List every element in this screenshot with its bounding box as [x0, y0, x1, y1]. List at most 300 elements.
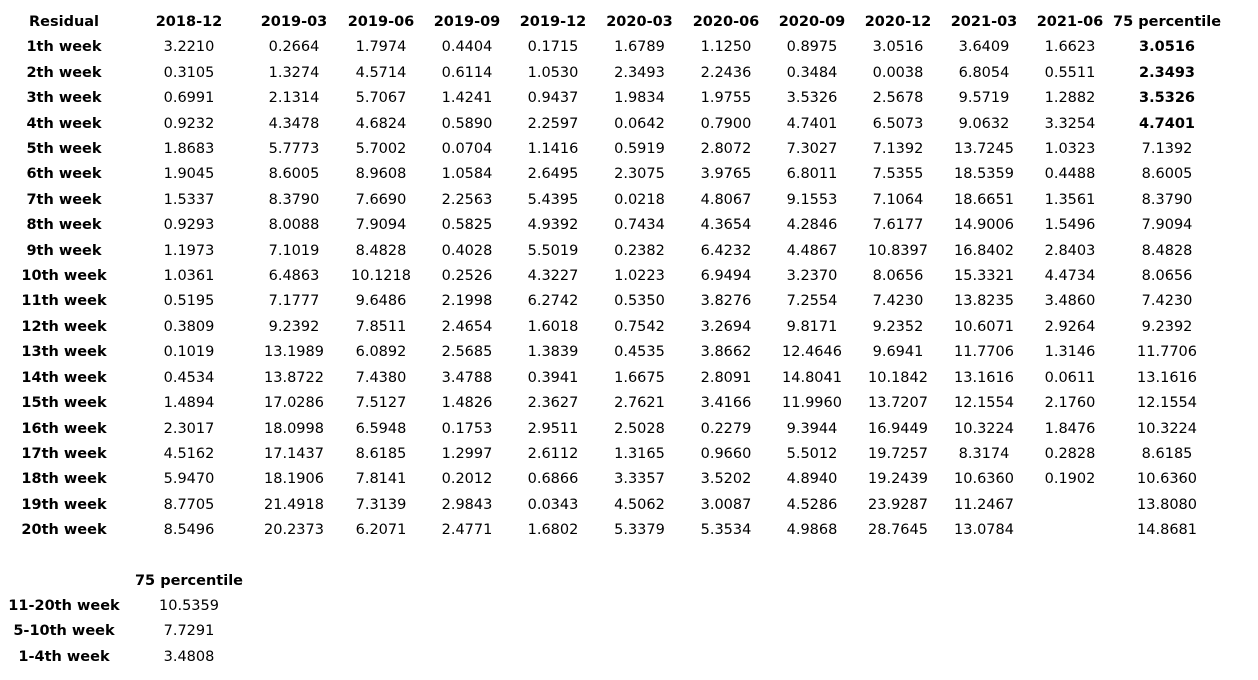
percentile-cell: 11.7706: [1137, 344, 1198, 361]
table-cell: 7.6177: [872, 217, 924, 234]
table-cell: 20.2373: [264, 522, 324, 539]
summary-value: 7.7291: [163, 623, 215, 640]
table-cell: 14.8041: [782, 369, 842, 386]
table-cell: 11.7706: [954, 344, 1014, 361]
percentile-cell: 8.4828: [1141, 242, 1193, 259]
table-cell: 3.5326: [786, 90, 838, 107]
table-cell: 3.2370: [786, 268, 838, 285]
table-cell: 8.3790: [268, 191, 320, 208]
table-cell: 9.2352: [872, 318, 924, 335]
table-row: [0, 137, 1221, 162]
table-cell: 2.2597: [527, 115, 579, 132]
percentile-cell: 14.8681: [1137, 522, 1198, 539]
table-cell: 0.4535: [614, 344, 665, 361]
table-cell: 0.0642: [614, 115, 665, 132]
table-cell: 6.0892: [355, 344, 407, 361]
table-cell: 3.2210: [163, 39, 215, 56]
table-cell: 10.1218: [351, 268, 411, 285]
table-cell: 1.2882: [1044, 90, 1096, 107]
table-cell: 1.3165: [614, 445, 665, 462]
table-cell: 7.5355: [872, 166, 924, 183]
table-cell: 11.9960: [782, 395, 842, 412]
header-cell: 2018-12: [155, 14, 223, 30]
header-cell: 2020-12: [864, 14, 932, 30]
percentile-cell: 7.9094: [1141, 217, 1193, 234]
row-label: 17th week: [21, 445, 107, 462]
table-cell: 3.0516: [872, 39, 924, 56]
table-cell: 2.4771: [441, 522, 493, 539]
table-cell: 0.7434: [614, 217, 665, 234]
table-cell: 0.9232: [163, 115, 215, 132]
table-cell: 3.8276: [700, 293, 752, 310]
table-row: [0, 86, 1221, 111]
table-cell: 0.4404: [441, 39, 493, 56]
table-cell: 2.8403: [1044, 242, 1096, 259]
table-cell: 2.2563: [441, 191, 493, 208]
table-cell: 0.4488: [1044, 166, 1096, 183]
header-row: [0, 10, 1221, 35]
table-cell: 0.6866: [527, 471, 579, 488]
table-cell: 1.6675: [614, 369, 665, 386]
table-cell: 1.6623: [1044, 39, 1096, 56]
percentile-cell: 13.8080: [1137, 496, 1198, 513]
table-cell: 9.0632: [958, 115, 1010, 132]
table-cell: 0.2828: [1044, 445, 1096, 462]
table-cell: 4.2846: [786, 217, 838, 234]
table-cell: 9.6941: [872, 344, 924, 361]
percentile-cell: 8.6005: [1141, 166, 1193, 183]
table-row: [0, 518, 1221, 543]
table-cell: 8.3174: [958, 445, 1010, 462]
row-label: 2th week: [26, 64, 102, 81]
table-cell: 1.0223: [614, 268, 665, 285]
summary-row: [0, 619, 250, 644]
summary-row-label: 5-10th week: [13, 623, 115, 640]
table-cell: 13.7207: [868, 395, 928, 412]
table-row: [0, 340, 1221, 365]
table-cell: 0.7900: [700, 115, 752, 132]
table-cell: 1.3274: [268, 64, 320, 81]
row-label: 16th week: [21, 420, 107, 437]
table-cell: 2.9264: [1044, 318, 1096, 335]
table-cell: 4.3478: [268, 115, 320, 132]
table-cell: 1.0361: [163, 268, 215, 285]
table-cell: 18.6651: [954, 191, 1014, 208]
table-cell: 7.8511: [355, 318, 407, 335]
table-cell: 4.3654: [700, 217, 752, 234]
table-cell: 9.2392: [268, 318, 320, 335]
table-cell: 1.6018: [527, 318, 579, 335]
header-cell: 2020-09: [778, 14, 846, 30]
table-cell: 7.9094: [355, 217, 407, 234]
table-cell: 5.9470: [163, 471, 215, 488]
table-row: [0, 35, 1221, 60]
table-cell: 1.9045: [163, 166, 215, 183]
table-row: [0, 442, 1221, 467]
table-cell: 13.1989: [264, 344, 324, 361]
table-cell: 8.0088: [268, 217, 320, 234]
row-label: 4th week: [26, 115, 102, 132]
table-cell: 5.5019: [527, 242, 579, 259]
summary-corner-cell: [0, 569, 128, 594]
table-cell: 0.0038: [872, 64, 924, 81]
table-cell: 3.8662: [700, 344, 752, 361]
table-cell: 1.0584: [441, 166, 493, 183]
table-cell: 2.6112: [527, 445, 579, 462]
table-cell: 1.3146: [1044, 344, 1096, 361]
table-cell: 6.8054: [958, 64, 1010, 81]
table-cell: 13.7245: [954, 141, 1014, 158]
table-cell: 8.5496: [163, 522, 215, 539]
table-cell: 6.4863: [268, 268, 320, 285]
table-cell: 0.1019: [163, 344, 215, 361]
table-cell: 4.5286: [786, 496, 838, 513]
table-cell: 4.6824: [355, 115, 407, 132]
table-cell: 14.9006: [954, 217, 1014, 234]
table-cell: 4.4867: [786, 242, 838, 259]
table-cell: 2.8072: [700, 141, 752, 158]
table-cell: 0.2526: [441, 268, 493, 285]
table-cell: 3.3357: [614, 471, 665, 488]
percentile-cell: 3.5326: [1139, 90, 1196, 107]
table-cell: 1.6802: [527, 522, 579, 539]
table-cell: 0.2012: [441, 471, 493, 488]
table-cell: 3.9765: [700, 166, 752, 183]
table-cell: 0.5825: [441, 217, 493, 234]
table-cell: 4.5162: [163, 445, 215, 462]
table-cell: 15.3321: [954, 268, 1014, 285]
table-cell: 0.5195: [163, 293, 215, 310]
table-cell: 16.8402: [954, 242, 1014, 259]
row-label: 10th week: [21, 268, 107, 285]
table-cell: 3.0087: [700, 496, 752, 513]
table-cell: 17.0286: [264, 395, 324, 412]
table-cell: 0.5919: [614, 141, 665, 158]
summary-value: 10.5359: [159, 598, 219, 615]
percentile-cell: 3.0516: [1139, 39, 1196, 56]
table-cell: 8.6185: [355, 445, 407, 462]
table-cell: 0.5511: [1044, 64, 1096, 81]
table-cell: 0.3941: [527, 369, 579, 386]
table-cell: 6.9494: [700, 268, 752, 285]
table-cell: 7.5127: [355, 395, 407, 412]
table-cell: 1.7974: [355, 39, 407, 56]
header-cell: 75 percentile: [1113, 14, 1222, 30]
table-cell: 2.4654: [441, 318, 493, 335]
table-cell: 0.3105: [163, 64, 215, 81]
table-cell: 1.8476: [1044, 420, 1096, 437]
table-cell: 5.7002: [355, 141, 407, 158]
table-cell: 7.3027: [786, 141, 838, 158]
header-cell: 2019-12: [519, 14, 587, 30]
table-cell: 0.2279: [700, 420, 752, 437]
table-row: [0, 366, 1221, 391]
table-cell: 0.8975: [786, 39, 838, 56]
table-cell: 11.2467: [954, 496, 1014, 513]
table-cell: 3.4860: [1044, 293, 1096, 310]
residual-table: [0, 10, 1221, 544]
table-cell: 28.7645: [868, 522, 928, 539]
table-cell: 3.3254: [1044, 115, 1096, 132]
table-cell: 2.3493: [614, 64, 665, 81]
table-cell: 7.1019: [268, 242, 320, 259]
table-cell: 0.6114: [441, 64, 493, 81]
table-cell: 23.9287: [868, 496, 928, 513]
table-cell: 0.5350: [614, 293, 665, 310]
header-cell: 2019-09: [433, 14, 501, 30]
table-cell: 19.2439: [868, 471, 928, 488]
table-cell: 7.1777: [268, 293, 320, 310]
table-cell: 1.5496: [1044, 217, 1096, 234]
table-cell: 0.0704: [441, 141, 493, 158]
table-cell: 4.7401: [786, 115, 838, 132]
table-cell: 4.9392: [527, 217, 579, 234]
table-cell: 7.4380: [355, 369, 407, 386]
table-cell: 5.7773: [268, 141, 320, 158]
header-cell: 2021-06: [1036, 14, 1104, 30]
table-cell: 7.8141: [355, 471, 407, 488]
table-row: [0, 264, 1221, 289]
table-cell: 7.3139: [355, 496, 407, 513]
table-cell: 4.8067: [700, 191, 752, 208]
table-cell: 0.9437: [527, 90, 579, 107]
table-cell: 0.9293: [163, 217, 215, 234]
table-cell: 6.2742: [527, 293, 579, 310]
table-cell: 2.9511: [527, 420, 579, 437]
table-cell: 2.1998: [441, 293, 493, 310]
percentile-cell: 10.3224: [1137, 420, 1198, 437]
table-cell: 16.9449: [868, 420, 928, 437]
table-cell: 8.0656: [872, 268, 924, 285]
table-cell: 4.9868: [786, 522, 838, 539]
table-cell: 1.1250: [700, 39, 752, 56]
percentile-cell: 9.2392: [1141, 318, 1193, 335]
table-cell: 10.1842: [868, 369, 928, 386]
table-cell: 18.0998: [264, 420, 324, 437]
table-cell: 2.3017: [163, 420, 215, 437]
table-cell: 5.3534: [700, 522, 752, 539]
row-label: 11th week: [21, 293, 107, 310]
table-cell: [1027, 493, 1113, 518]
table-cell: 2.3627: [527, 395, 579, 412]
row-label: 8th week: [26, 217, 102, 234]
table-row: [0, 213, 1221, 238]
table-cell: 2.1314: [268, 90, 320, 107]
table-cell: 1.9834: [614, 90, 665, 107]
table-cell: 1.0530: [527, 64, 579, 81]
table-cell: 9.8171: [786, 318, 838, 335]
table-cell: 2.6495: [527, 166, 579, 183]
row-label: 6th week: [26, 166, 102, 183]
table-cell: 1.9755: [700, 90, 752, 107]
residual-table-body: [0, 10, 1221, 544]
table-cell: 9.1553: [786, 191, 838, 208]
summary-header-row: [0, 569, 250, 594]
table-cell: 10.8397: [868, 242, 928, 259]
table-cell: 1.0323: [1044, 141, 1096, 158]
percentile-cell: 4.7401: [1139, 115, 1196, 132]
table-row: [0, 239, 1221, 264]
summary-row-label: 11-20th week: [8, 598, 120, 615]
table-row: [0, 315, 1221, 340]
table-cell: 7.1392: [872, 141, 924, 158]
row-label: 1th week: [26, 39, 102, 56]
table-cell: 0.0343: [527, 496, 579, 513]
percentile-cell: 8.6185: [1141, 445, 1193, 462]
table-cell: 1.2997: [441, 445, 493, 462]
row-label: 7th week: [26, 191, 102, 208]
table-cell: 5.3379: [614, 522, 665, 539]
table-cell: 0.4028: [441, 242, 493, 259]
table-cell: 1.4241: [441, 90, 493, 107]
table-cell: 3.5202: [700, 471, 752, 488]
percentile-cell: 10.6360: [1137, 471, 1198, 488]
summary-row: [0, 645, 250, 670]
table-cell: 0.6991: [163, 90, 215, 107]
table-cell: 6.8011: [786, 166, 838, 183]
table-cell: 0.0218: [614, 191, 665, 208]
table-cell: 12.1554: [954, 395, 1014, 412]
table-cell: 5.4395: [527, 191, 579, 208]
table-row: [0, 162, 1221, 187]
table-cell: 0.5890: [441, 115, 493, 132]
table-cell: 2.5685: [441, 344, 493, 361]
table-cell: 10.6360: [954, 471, 1014, 488]
header-cell: Residual: [28, 14, 100, 30]
table-cell: 13.8722: [264, 369, 324, 386]
table-cell: 3.4788: [441, 369, 493, 386]
percentile-cell: 7.4230: [1141, 293, 1193, 310]
table-cell: 0.4534: [163, 369, 215, 386]
table-cell: 4.8940: [786, 471, 838, 488]
table-cell: 2.8091: [700, 369, 752, 386]
table-cell: 0.1715: [527, 39, 579, 56]
percentile-cell: 2.3493: [1139, 64, 1196, 81]
table-cell: 6.5948: [355, 420, 407, 437]
row-label: 19th week: [21, 496, 107, 513]
summary-row: [0, 594, 250, 619]
table-row: [0, 188, 1221, 213]
table-cell: [1027, 518, 1113, 543]
summary-row-label: 1-4th week: [18, 648, 110, 665]
summary-table: [0, 569, 250, 670]
row-label: 15th week: [21, 395, 107, 412]
row-label: 14th week: [21, 369, 107, 386]
table-cell: 7.1064: [872, 191, 924, 208]
table-cell: 1.4826: [441, 395, 493, 412]
table-cell: 0.9660: [700, 445, 752, 462]
header-cell: 2021-03: [950, 14, 1018, 30]
table-cell: 0.3484: [786, 64, 838, 81]
table-cell: 0.2382: [614, 242, 665, 259]
table-row: [0, 417, 1221, 442]
summary-value: 3.4808: [163, 648, 215, 665]
header-cell: 2019-06: [347, 14, 415, 30]
summary-header-cell: 75 percentile: [134, 573, 244, 589]
table-cell: 1.3561: [1044, 191, 1096, 208]
table-cell: 1.5337: [163, 191, 215, 208]
header-cell: 2019-03: [260, 14, 328, 30]
table-cell: 3.6409: [958, 39, 1010, 56]
table-cell: 2.2436: [700, 64, 752, 81]
table-cell: 4.5062: [614, 496, 665, 513]
percentile-cell: 8.0656: [1141, 268, 1193, 285]
row-label: 20th week: [21, 522, 107, 539]
table-cell: 8.6005: [268, 166, 320, 183]
table-row: [0, 493, 1221, 518]
table-cell: 0.2664: [268, 39, 320, 56]
percentile-cell: 13.1616: [1137, 369, 1198, 386]
table-cell: 4.3227: [527, 268, 579, 285]
table-row: [0, 467, 1221, 492]
table-cell: 9.5719: [958, 90, 1010, 107]
table-cell: 2.5028: [614, 420, 665, 437]
table-cell: 2.3075: [614, 166, 665, 183]
table-cell: 1.1416: [527, 141, 579, 158]
table-cell: 17.1437: [264, 445, 324, 462]
table-cell: 0.1902: [1044, 471, 1096, 488]
table-cell: 1.4894: [163, 395, 215, 412]
table-cell: 4.4734: [1044, 268, 1096, 285]
table-cell: 2.5678: [872, 90, 924, 107]
table-cell: 8.7705: [163, 496, 215, 513]
header-cell: 2020-06: [692, 14, 760, 30]
table-cell: 6.2071: [355, 522, 407, 539]
table-row: [0, 112, 1221, 137]
row-label: 13th week: [21, 344, 107, 361]
table-cell: 13.1616: [954, 369, 1014, 386]
row-label: 5th week: [26, 141, 102, 158]
table-cell: 13.0784: [954, 522, 1014, 539]
table-row: [0, 391, 1221, 416]
table-cell: 1.1973: [163, 242, 215, 259]
table-cell: 8.9608: [355, 166, 407, 183]
table-cell: 4.5714: [355, 64, 407, 81]
table-cell: 10.6071: [954, 318, 1014, 335]
row-label: 9th week: [26, 242, 102, 259]
table-cell: 0.1753: [441, 420, 493, 437]
percentile-cell: 12.1554: [1137, 395, 1198, 412]
table-cell: 7.4230: [872, 293, 924, 310]
table-row: [0, 61, 1221, 86]
row-label: 3th week: [26, 90, 102, 107]
table-cell: 0.3809: [163, 318, 215, 335]
row-label: 18th week: [21, 471, 107, 488]
table-cell: 5.5012: [786, 445, 838, 462]
table-cell: 7.2554: [786, 293, 838, 310]
table-cell: 21.4918: [264, 496, 324, 513]
table-cell: 5.7067: [355, 90, 407, 107]
table-cell: 1.3839: [527, 344, 579, 361]
table-cell: 6.4232: [700, 242, 752, 259]
table-cell: 1.6789: [614, 39, 665, 56]
table-cell: 8.4828: [355, 242, 407, 259]
table-cell: 0.0611: [1044, 369, 1096, 386]
table-cell: 6.5073: [872, 115, 924, 132]
table-cell: 2.1760: [1044, 395, 1096, 412]
table-row: [0, 289, 1221, 314]
percentile-cell: 7.1392: [1141, 141, 1193, 158]
summary-table-body: [0, 569, 250, 670]
table-cell: 3.2694: [700, 318, 752, 335]
table-cell: 3.4166: [700, 395, 752, 412]
table-cell: 18.5359: [954, 166, 1014, 183]
table-cell: 0.7542: [614, 318, 665, 335]
row-label: 12th week: [21, 318, 107, 335]
table-cell: 19.7257: [868, 445, 928, 462]
table-cell: 2.7621: [614, 395, 665, 412]
table-cell: 9.6486: [355, 293, 407, 310]
